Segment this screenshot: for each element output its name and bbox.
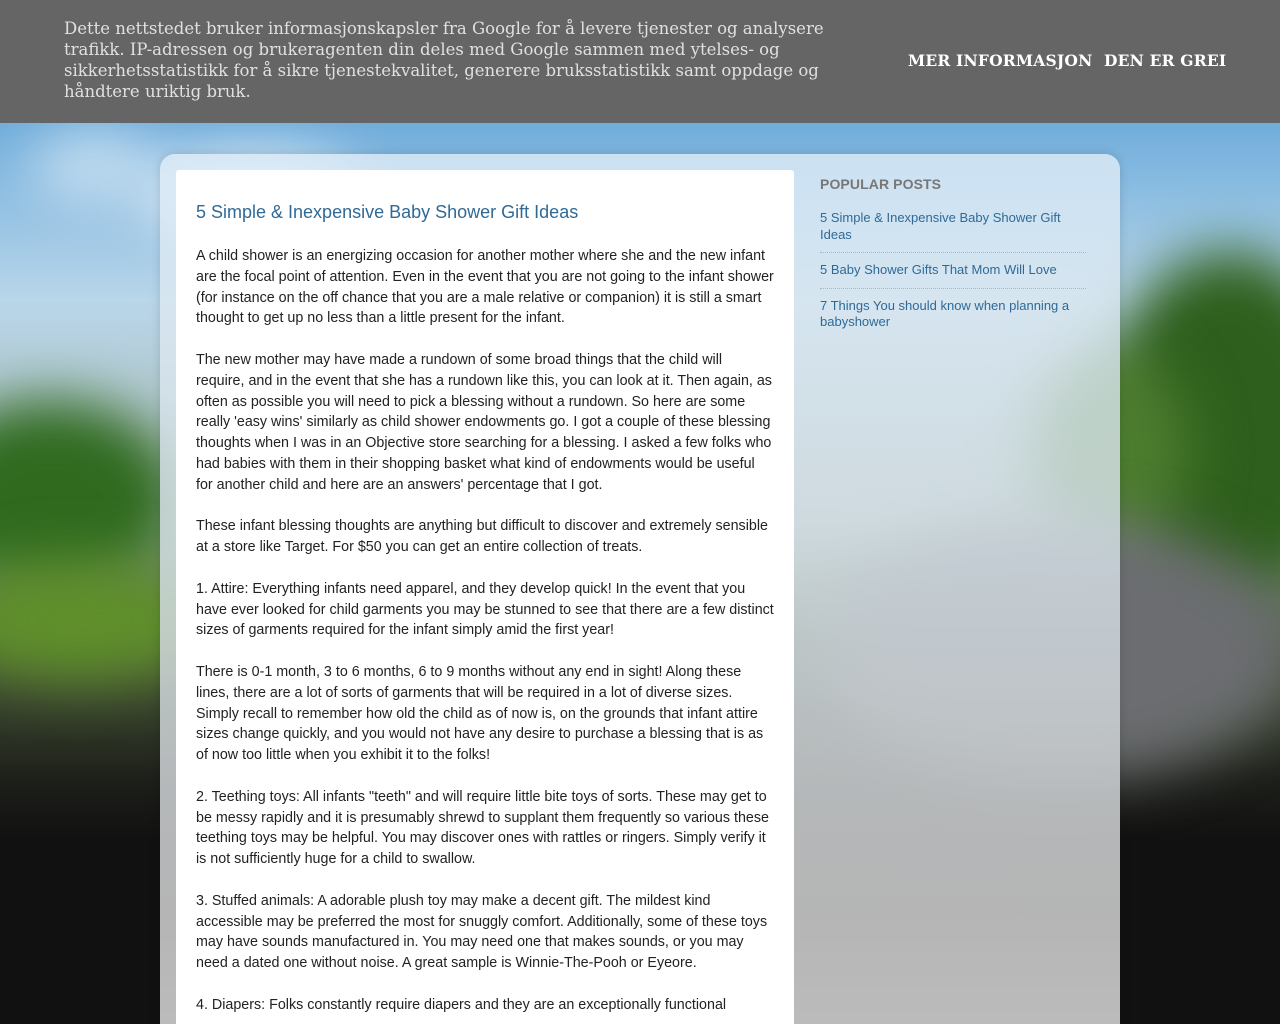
popular-posts-heading: POPULAR POSTS bbox=[820, 176, 942, 192]
post-paragraph: A child shower is an energizing occasion for another mother where she and the new infant are the focal point of attention. Even in the event that you are not going to the infant shower (for instance on the off chance that you are a male relative or companion) it is still a smart thought to get up no less than a little present for the infant. bbox=[196, 248, 774, 327]
content-outer bbox=[160, 154, 1120, 1024]
list-item bbox=[820, 298, 1086, 340]
more-info-button[interactable]: MER INFORMASJON bbox=[908, 51, 1093, 70]
popular-post-link[interactable]: 5 Baby Shower Gifts That Mom Will Love bbox=[820, 262, 1057, 277]
list-item bbox=[820, 262, 1086, 289]
cookie-notice-text: Dette nettstedet bruker informasjonskapsler fra Google for å levere tjenester og analysere trafikk. IP-adressen og brukeragenten din deles med Google sammen med ytelses- og sikkerhetsstatistikk for å sikre tjenestekvalitet, generere bruksstatistikk samt oppdage og håndtere uriktig bruk. bbox=[64, 19, 824, 101]
post-paragraph: There is 0-1 month, 3 to 6 months, 6 to 9 months without any end in sight! Along these lines, there are a lot of sorts of garments that will be required in a lot of diverse sizes. Simply recall to remember how old the child as of now is, on the grounds that infant attire sizes change quickly, and you would not have any desire to purchase a blessing that is as of now too little when you exhibit it to the folks! bbox=[196, 663, 764, 764]
main-column bbox=[176, 170, 794, 1024]
post-paragraph: 2. Teething toys: All infants "teeth" and will require little bite toys of sorts. These may get to be messy rapidly and it is presumably shrewd to supplant them frequently so various these teething toys may be helpful. You may discover ones with rattles or ringers. Simply verify it is not sufficiently huge for a child to swallow. bbox=[196, 788, 769, 868]
popular-post-link[interactable]: 5 Simple & Inexpensive Baby Shower Gift Ideas bbox=[820, 210, 1061, 242]
popular-posts-list bbox=[820, 210, 1086, 340]
post-body bbox=[196, 246, 774, 1024]
post-title[interactable]: 5 Simple & Inexpensive Baby Shower Gift Ideas bbox=[196, 202, 579, 222]
list-item bbox=[820, 210, 1086, 253]
post-paragraph: The new mother may have made a rundown of some broad things that the child will require, and in the event that she has a rundown like this, you can look at it. Then again, as often as possible you will need to pick a blessing without a rundown. So here are some really 'easy wins' similarly as child shower endowments go. I got a couple of these blessing thoughts when I was in an Objective store searching for a blessing. I asked a few folks who had babies with them in their shopping basket what kind of endowments would be useful for another child and here are an answers' percentage that I got. bbox=[196, 351, 772, 493]
post-paragraph: These infant blessing thoughts are anything but difficult to discover and extremely sensible at a store like Target. For $50 you can get an entire collection of treats. bbox=[196, 518, 768, 556]
popular-post-link[interactable]: 7 Things You should know when planning a babyshower bbox=[820, 297, 1070, 329]
cookie-consent-banner bbox=[0, 0, 1280, 123]
post-paragraph: 1. Attire: Everything infants need apparel, and they develop quick! In the event that you have ever looked for child garments you may be stunned to see that there are a few distinct sizes of garments required for the infant simply amid the first year! bbox=[196, 580, 774, 639]
post-paragraph: 3. Stuffed animals: A adorable plush toy may make a decent gift. The mildest kind accessible may be preferred the most for snuggly comfort. Additionally, some of these toys may have sounds manufactured in. You may need one that makes sounds, or you may need a dated one without noise. A great sample is Winnie-The-Pooh or Eyeore. bbox=[196, 892, 768, 972]
sidebar bbox=[820, 176, 1086, 349]
accept-cookies-button[interactable]: DEN ER GREI bbox=[1104, 51, 1227, 70]
post-paragraph: 4. Diapers: Folks constantly require diapers and they are an exceptionally functional bbox=[196, 996, 727, 1013]
